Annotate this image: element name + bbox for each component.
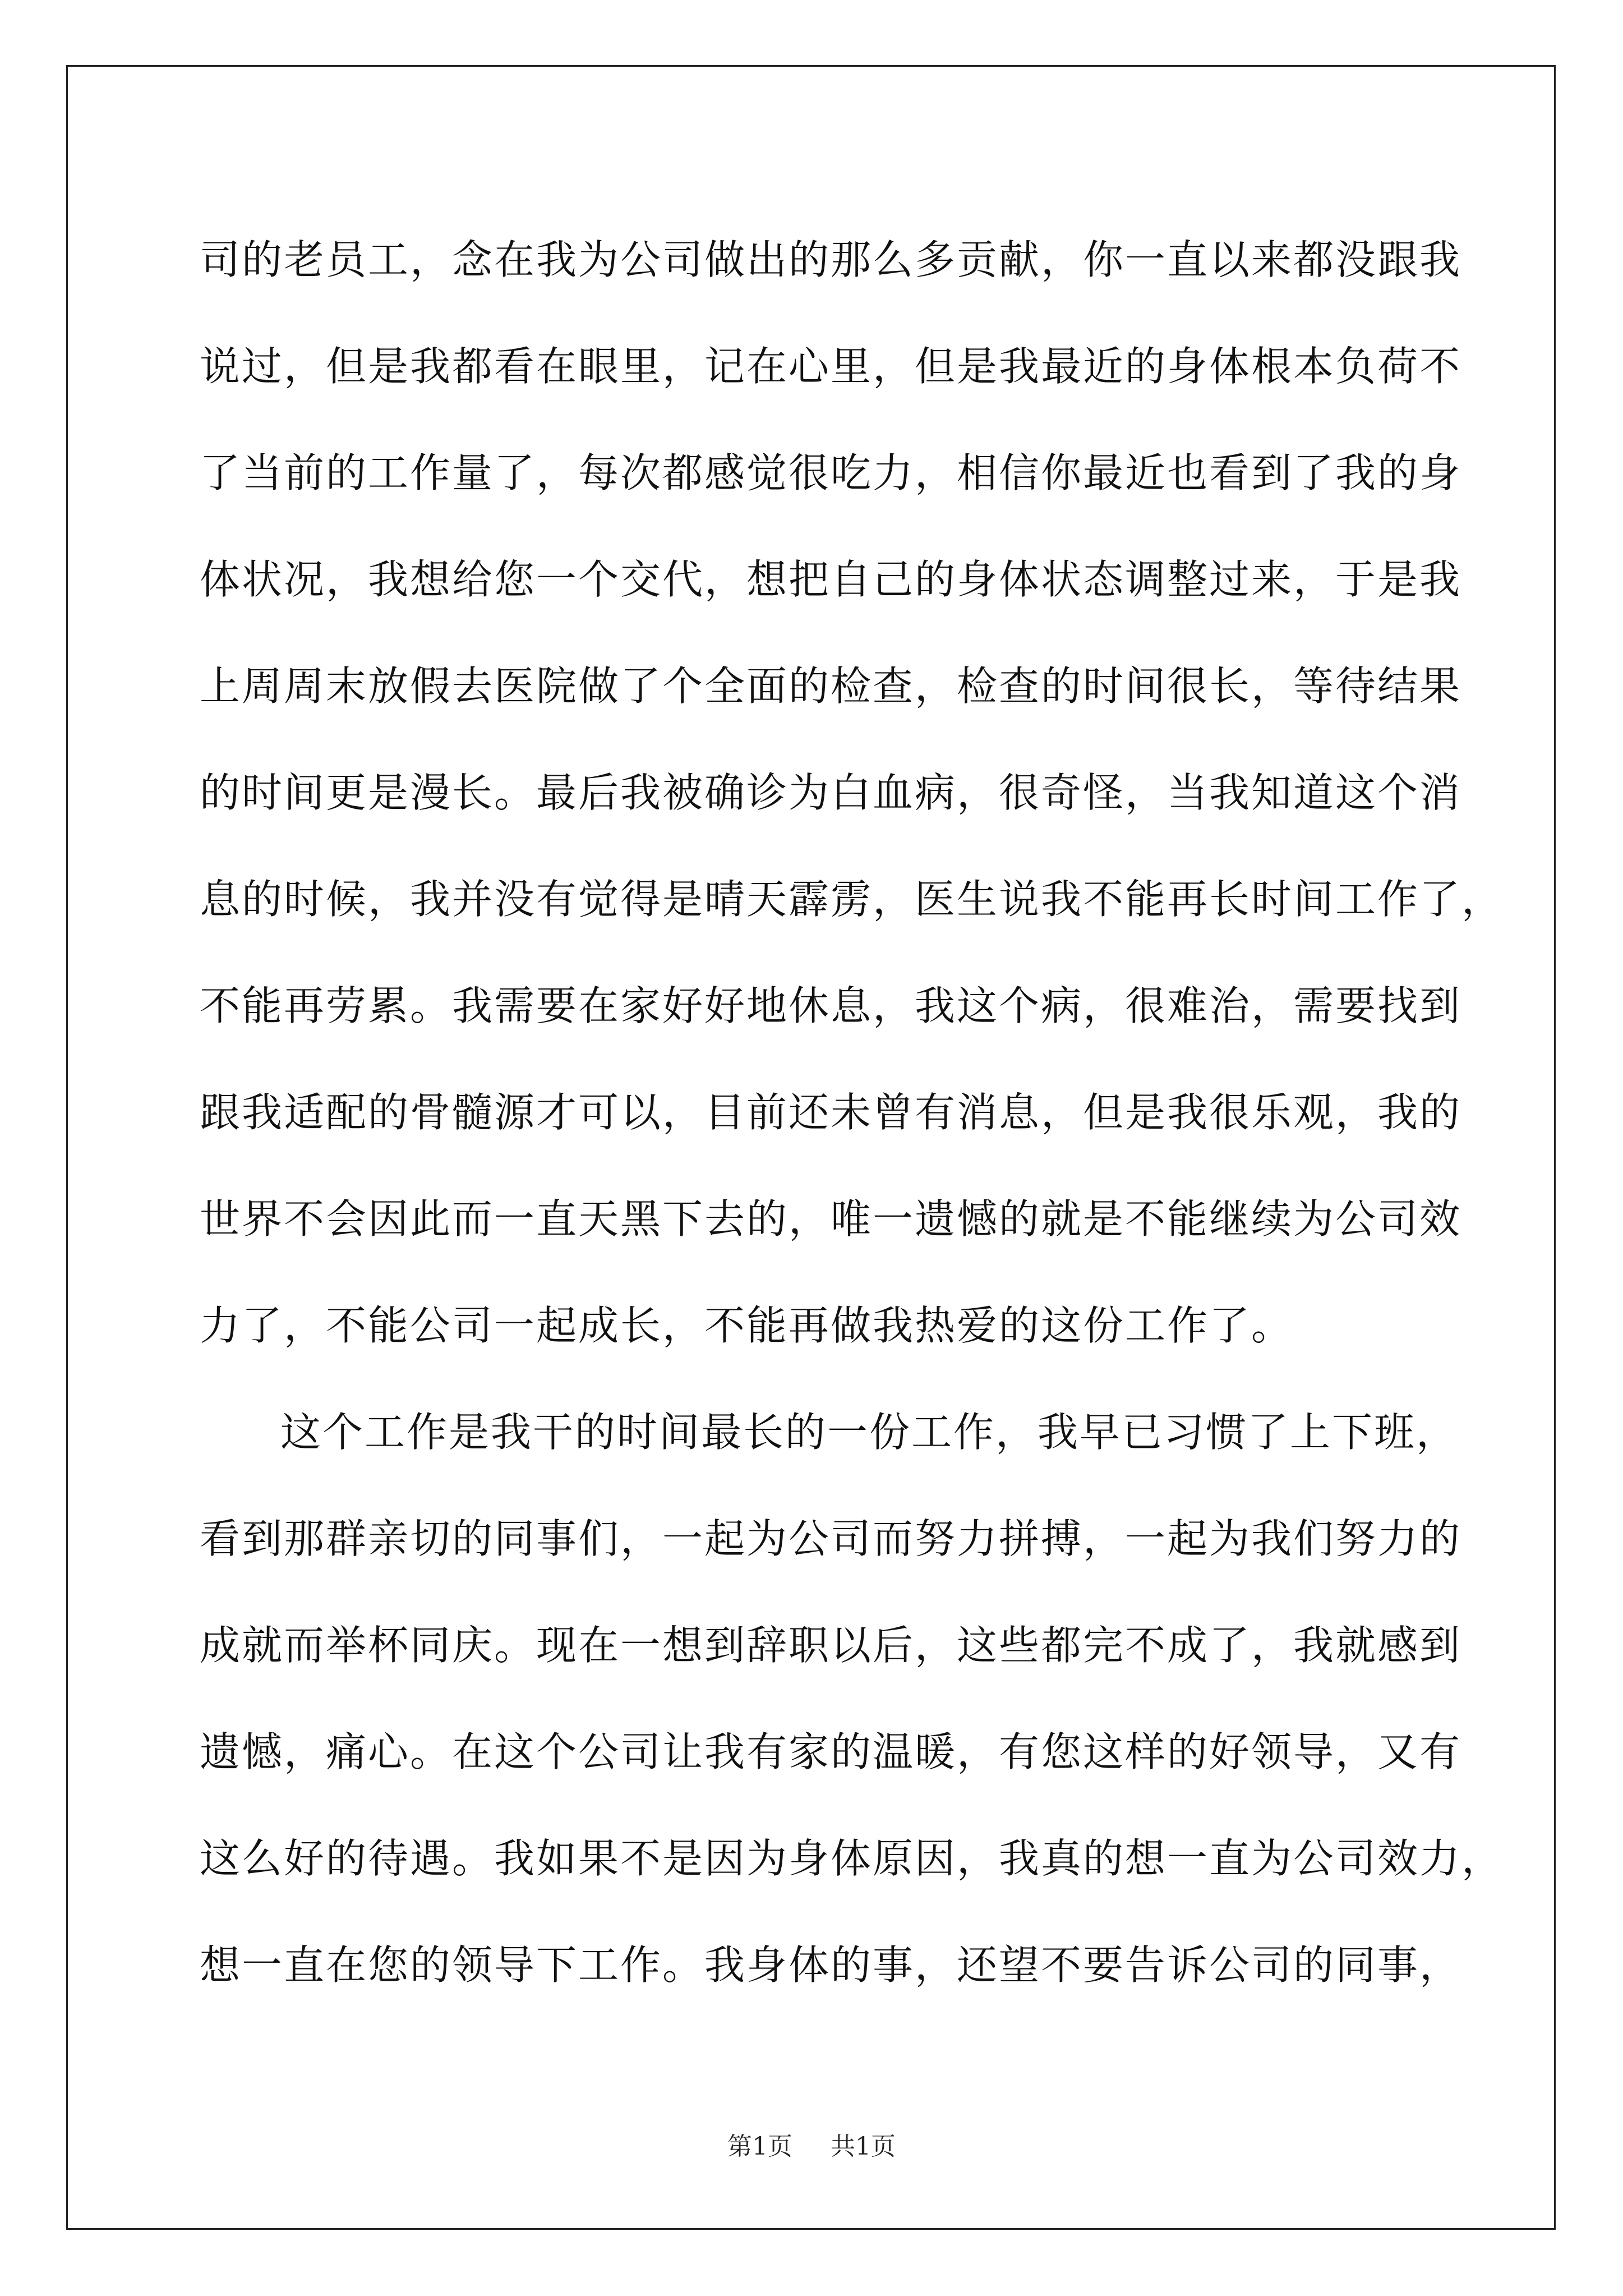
text-line: 遗憾，痛心。在这个公司让我有家的温暖，有您这样的好领导，又有 [200,1728,1462,1775]
text-line: 世界不会因此而一直天黑下去的，唯一遗憾的就是不能继续为公司效 [200,1195,1462,1243]
text-line: 力了，不能公司一起成长，不能再做我热爱的这份工作了。 [200,1302,1294,1349]
text-line: 了当前的工作量了，每次都感觉很吃力，相信你最近也看到了我的身 [200,449,1462,496]
text-line: 的时间更是漫长。最后我被确诊为白血病，很奇怪，当我知道这个消 [200,769,1462,816]
text-line: 看到那群亲切的同事们，一起为公司而努力拼搏，一起为我们努力的 [200,1515,1462,1562]
text-line: 这个工作是我干的时间最长的一份工作，我早已习惯了上下班， [280,1409,1459,1456]
text-line: 体状况，我想给您一个交代，想把自己的身体状态调整过来，于是我 [200,556,1462,603]
text-line: 司的老员工，念在我为公司做出的那么多贡献，你一直以来都没跟我 [200,236,1462,283]
text-line: 说过，但是我都看在眼里，记在心里，但是我最近的身体根本负荷不 [200,343,1462,390]
text-line: 不能再劳累。我需要在家好好地休息，我这个病，很难治，需要找到 [200,982,1462,1029]
text-line: 上周周末放假去医院做了个全面的检查，检查的时间很长，等待结果 [200,662,1462,710]
page-number: 第1页 [727,2132,792,2161]
page-total: 共1页 [831,2132,896,2161]
text-line: 跟我适配的骨髓源才可以，目前还未曾有消息，但是我很乐观，我的 [200,1089,1462,1136]
text-line: 这么好的待遇。我如果不是因为身体原因，我真的想一直为公司效力， [200,1835,1504,1882]
page-footer [0,2126,1623,2162]
text-line: 想一直在您的领导下工作。我身体的事，还望不要告诉公司的同事， [200,1941,1462,1989]
text-line: 息的时候，我并没有觉得是晴天霹雳，医生说我不能再长时间工作了， [200,876,1504,923]
text-line: 成就而举杯同庆。现在一想到辞职以后，这些都完不成了，我就感到 [200,1622,1462,1669]
document-body [200,212,1504,2024]
